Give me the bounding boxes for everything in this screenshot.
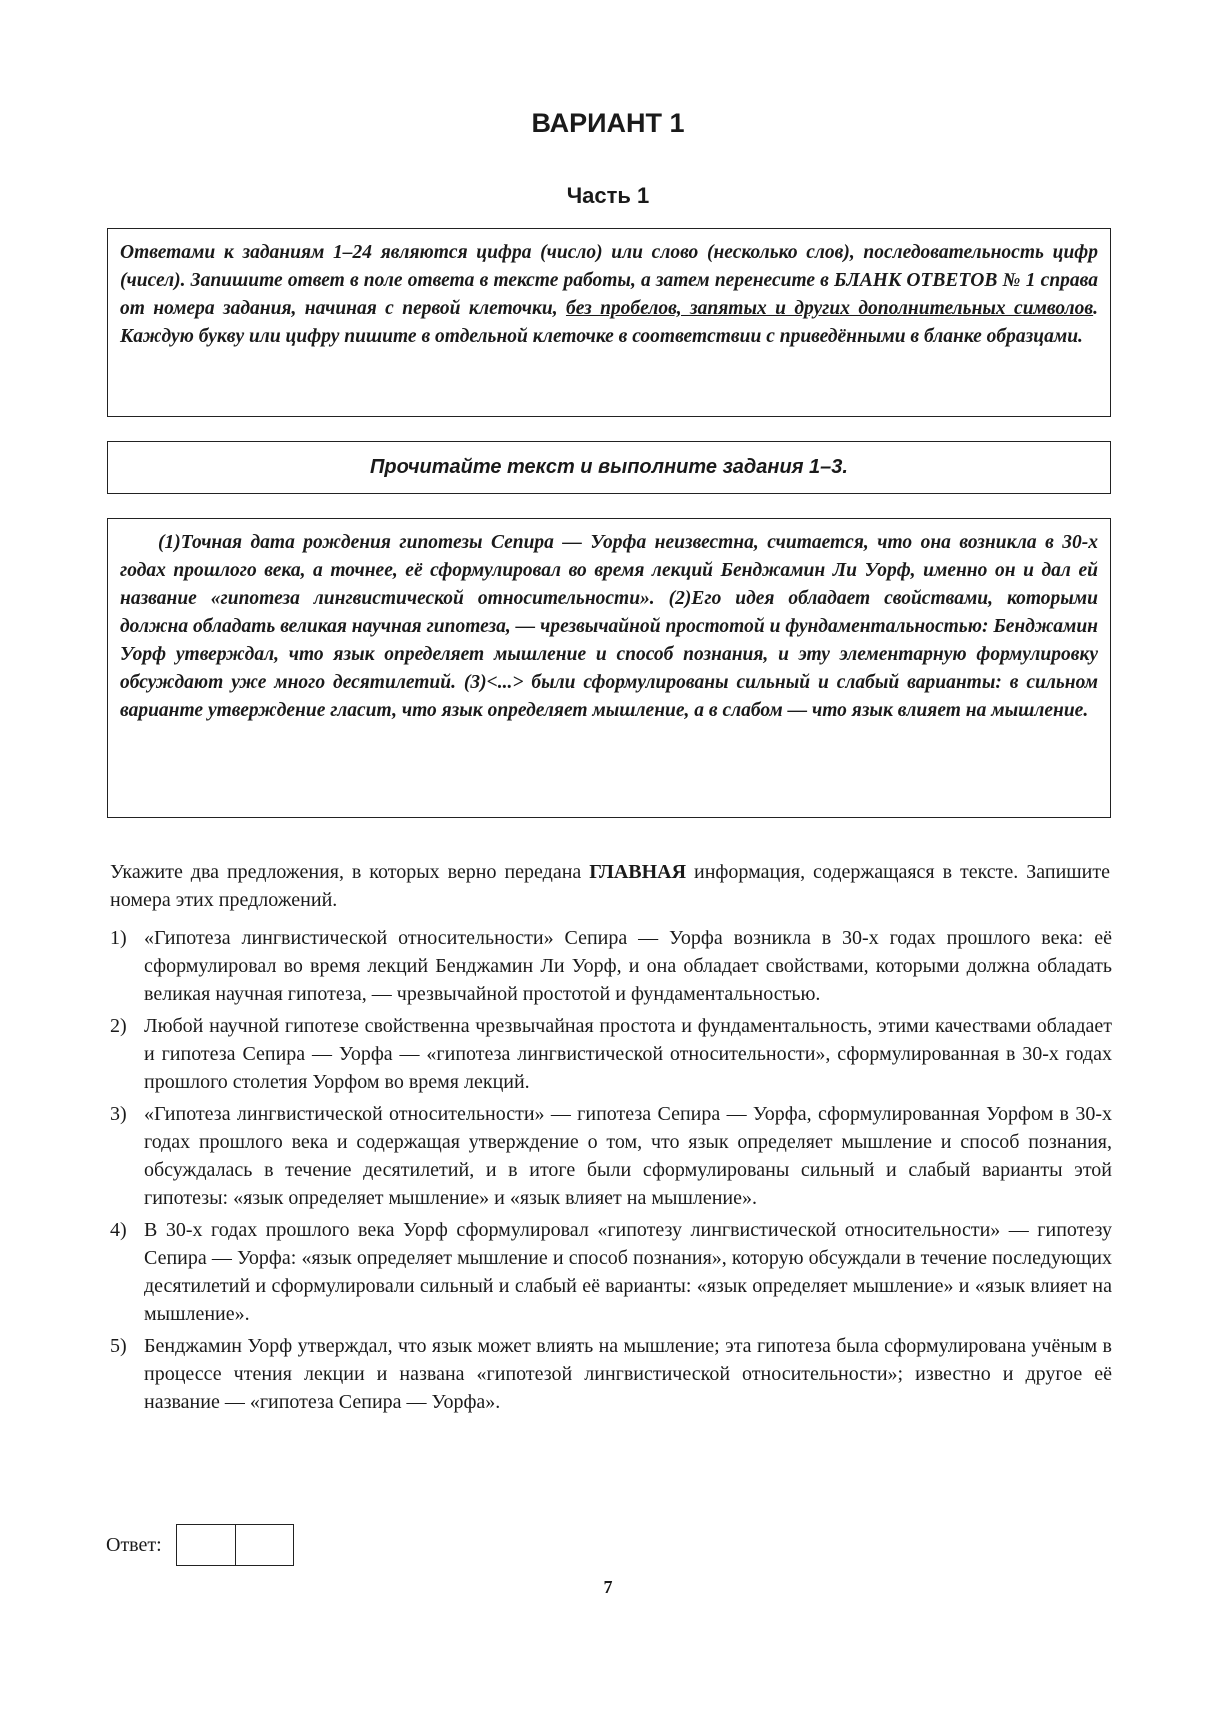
task-prompt-text: Укажите два предложения, в которых верно передана [110, 861, 590, 883]
task-prompt [110, 858, 1110, 914]
option-text: В 30-х годах прошлого века Уорф сформулировал «гипотезу лингвистической относительности» — гипотезу Сепира — Уорфа: «язык определяет мышление и способ познания», которую обсуждали в течение последующих десятилетий и сформулировали сильный и слабый её варианты: «язык определяет мышление» и «язык влияет на мышление». [144, 1219, 1112, 1325]
option-number: 4) [110, 1219, 127, 1241]
part-title: Часть 1 [566, 183, 650, 208]
answer-cell[interactable] [235, 1525, 293, 1565]
task-prompt-text-end: информация, содержащаяся в тексте. Запишите номера этих предложений. [110, 861, 1111, 911]
passage-text: (1)Точная дата рождения гипотезы Сепира — Уорфа неизвестна, считается, что она возникла в 30-х годах прошлого века, а точнее, её сформулировал во время лекций Бенджамин Ли Уорф, именно он и дал ей название «гипотеза лингвистической относительности». (2)Его идея обладает свойствами, которыми должна обладать великая научная гипотеза, — чрезвычайной простотой и фундаментальностью: Бенджамин Уорф утверждал, что язык определяет мышление и способ познания, и эту элементарную формулировку обсуждают уже много десятилетий. (3)<...> были сформулированы сильный и слабый варианты: в сильном варианте утверждение гласит, что язык определяет мышление, а в слабом — что язык влияет на мышление. [120, 532, 1098, 721]
instructions-text-end: . Каждую букву или цифру пишите в отдельной клеточке в соответствии с приведёнными в бланке образцами. [120, 298, 1098, 347]
answer-label: Ответ: [106, 1533, 162, 1556]
answer-options [110, 924, 1112, 1420]
read-task-header-text: Прочитайте текст и выполните задания 1–3. [370, 456, 848, 478]
answer-section [106, 1524, 294, 1566]
option-text: «Гипотеза лингвистической относительности» Сепира — Уорфа возникла в 30-х годах прошлого века: её сформулировал во время лекций Бенджамин Ли Уорф, и она обладает свойствами, которыми должна обладать великая научная гипотеза, — чрезвычайной простотой и фундаментальностью. [144, 927, 1112, 1005]
option-number: 2) [110, 1015, 127, 1037]
option-text: Любой научной гипотезе свойственна чрезвычайная простота и фундаментальность, этими качествами обладает и гипотеза Сепира — Уорфа — «гипотеза лингвистической относительности», сформулированная в 30-х годах прошлого столетия Уорфом во время лекций. [144, 1015, 1112, 1093]
option-item [110, 1216, 1112, 1328]
option-item [110, 1332, 1112, 1416]
option-item [110, 1100, 1112, 1212]
read-task-header [107, 441, 1111, 494]
option-text: «Гипотеза лингвистической относительности» — гипотеза Сепира — Уорфа, сформулированная Уорфом в 30-х годах прошлого века и содержащая утверждение о том, что язык определяет мышление и способ познания, обсуждалась в течение десятилетий, и в итоге были сформулированы сильный и слабый варианты этой гипотезы: «язык определяет мышление» и «язык влияет на мышление». [144, 1103, 1112, 1209]
task-prompt-bold: ГЛАВНАЯ [589, 861, 687, 883]
passage-box [107, 518, 1111, 818]
instructions-box [107, 228, 1111, 417]
answer-field[interactable] [176, 1524, 294, 1566]
option-item [110, 924, 1112, 1008]
option-number: 3) [110, 1103, 127, 1125]
option-number: 5) [110, 1335, 127, 1357]
option-item [110, 1012, 1112, 1096]
option-text: Бенджамин Уорф утверждал, что язык может влиять на мышление; эта гипотеза была сформулирована учёным в процессе чтения лекции и названа «гипотезой лингвистической относительности»; известно и другое её название — «гипотеза Сепира — Уорфа». [144, 1335, 1112, 1413]
answer-cell[interactable] [177, 1525, 235, 1565]
instructions-underlined-text: без пробелов, запятых и других дополнительных символов [565, 298, 1094, 319]
page-number: 7 [603, 1577, 613, 1597]
instructions-text: Ответами к заданиям 1–24 являются цифра (число) или слово (несколько слов), последовательность цифр (чисел). Запишите ответ в поле ответа в тексте работы, а затем перенесите в БЛАНК ОТВЕТОВ № 1 справа от номера задания, начиная с первой клеточки, [120, 242, 1098, 319]
option-number: 1) [110, 927, 127, 949]
variant-title: ВАРИАНТ 1 [531, 108, 685, 138]
